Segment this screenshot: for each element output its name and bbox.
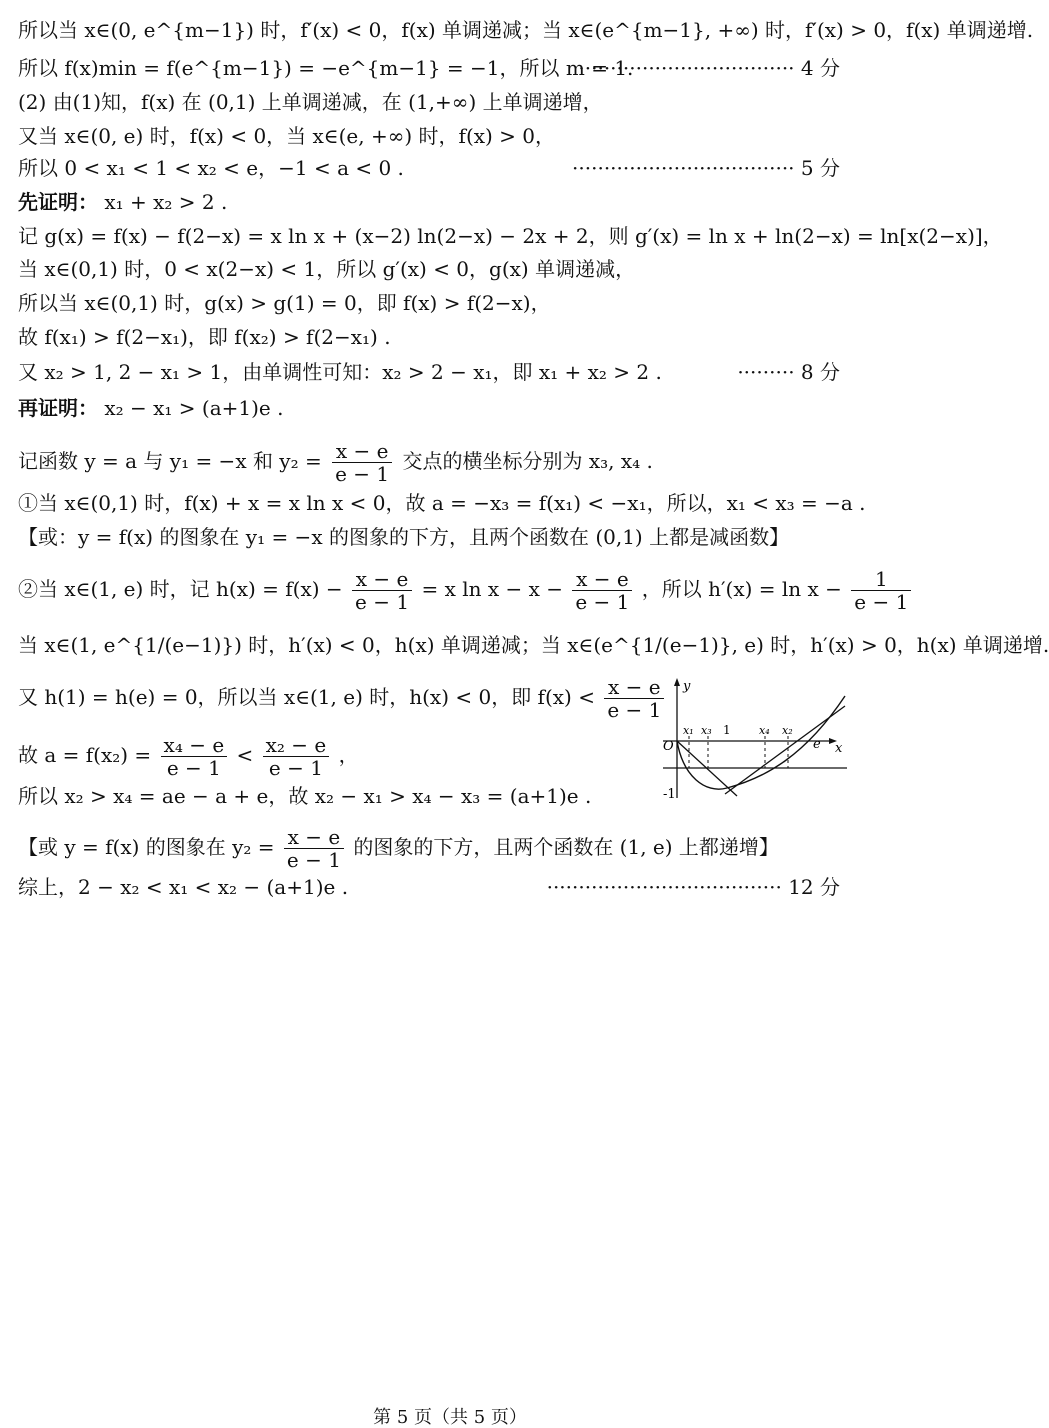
text-line-4: 又当 x∈(0, e) 时，f(x) < 0，当 x∈(e, +∞) 时，f(x) > 0， (18, 124, 556, 148)
text-line-17: 当 x∈(1, e^{1/(e−1)}) 时，h′(x) < 0，h(x) 单调递减；当 x∈(e^{1/(e−1)}, e) 时，h′(x) > 0，h(x) 单调递增. (18, 633, 1049, 657)
line-text: 综上，2 − x₂ < x₁ < x₂ − (a+1)e . (18, 875, 349, 899)
text-line-9: 所以当 x∈(0,1) 时，g(x) > g(1) = 0，即 f(x) > f(2−x)， (18, 291, 551, 315)
text-line-8: 当 x∈(0,1) 时，0 < x(2−x) < 1，所以 g′(x) < 0，g(x) 单调递减， (18, 257, 636, 281)
section-heading-second: 再证明： (18, 396, 98, 420)
line-text: 所以 f(x)min = f(e^{m−1}) = −e^{m−1} = −1，所以 m = 1. (18, 56, 634, 80)
label-one: 1 (723, 723, 731, 737)
line-text: 【或 y = f(x) 的图象在 y₂ = (18, 835, 275, 859)
text-line-6 (18, 188, 840, 216)
line-text: 又 x₂ > 1, 2 − x₁ > 1，由单调性可知：x₂ > 2 − x₁，即 x₁ + x₂ > 2 . (18, 360, 662, 384)
line-text: 所以 0 < x₁ < 1 < x₂ < e，−1 < a < 0 . (18, 156, 404, 180)
text-line-15: 【或：y = f(x) 的图象在 y₁ = −x 的图象的下方，且两个函数在 (0,1) 上都是减函数】 (18, 525, 790, 549)
text-line-19: 故 a = f(x₂) = $\frac{\text{x₄ − e}}{e - 1}$ < $\frac{\text{x₂ − e}}{e - 1}$ ， (18, 733, 359, 780)
fraction-x-minus-e-3: $\frac{x - e}{e - 1}$ (572, 568, 632, 613)
fraction-x-minus-e-4: $\frac{x - e}{e - 1}$ (604, 676, 664, 721)
fraction-x4: $\frac{\text{x₄ − e}}{e - 1}$ (161, 734, 228, 779)
fraction-x-minus-e-5: $\frac{x - e}{e - 1}$ (284, 826, 344, 871)
text-line-12 (18, 394, 840, 422)
text-line-5 (18, 154, 840, 182)
y-axis-arrow (674, 678, 680, 686)
label-y: y (683, 679, 691, 694)
section-claim-first: x₁ + x₂ > 2 . (104, 190, 228, 214)
score-12: ····································· 12 分 (546, 875, 840, 899)
line-text: 又 h(1) = h(e) = 0，所以当 x∈(1, e) 时，h(x) < 0，即 f(x) < (18, 685, 595, 709)
score-5: ··································· 5 分 (572, 156, 840, 180)
text-line-1: 所以当 x∈(0, e^{m−1}) 时，f′(x) < 0，f(x) 单调递减；当 x∈(e^{m−1}, +∞) 时，f′(x) > 0，f(x) 单调递增. (18, 18, 1034, 42)
line-text: 故 a = f(x₂) = (18, 743, 152, 767)
text-line-20: 所以 x₂ > x₄ = ae − a + e，故 x₂ − x₁ > x₄ − x₃ = (a+1)e . (18, 784, 592, 808)
section-heading-first: 先证明： (18, 190, 98, 214)
text-line-10: 故 f(x₁) > f(2−x₁)，即 f(x₂) > f(2−x₁) . (18, 325, 391, 349)
text-line-22 (18, 873, 840, 901)
fraction-x-minus-e: $\frac{x - e}{e - 1}$ (332, 440, 392, 485)
label-x2: x₂ (782, 724, 793, 737)
function-graph-figure (655, 676, 855, 804)
label-neg1: -1 (663, 787, 676, 802)
line-text: 记函数 y = a 与 y₁ = −x 和 y₂ = (18, 449, 322, 473)
line-text: ②当 x∈(1, e) 时，记 h(x) = f(x) − (18, 577, 343, 601)
label-e: e (813, 737, 821, 752)
section-claim-second: x₂ − x₁ > (a+1)e . (104, 396, 284, 420)
line-text-cont: 的图象的下方，且两个函数在 (1, e) 上都递增】 (353, 835, 779, 859)
page-footer: 第 5 页（共 5 页） (373, 1407, 527, 1428)
text-line-3: (2) 由(1)知，f(x) 在 (0,1) 上单调递减，在 (1,+∞) 上单调递增， (18, 90, 603, 114)
fraction-one-over-e-minus-1: $\frac{1}{e - 1}$ (851, 568, 911, 613)
text-line-16 (18, 567, 909, 614)
label-x: x (835, 741, 843, 756)
label-x1: x₁ (683, 724, 694, 737)
text-line-18 (18, 675, 662, 722)
label-x3: x₃ (701, 724, 712, 737)
line-text-cont: 交点的横坐标分别为 x₃, x₄ . (402, 449, 653, 473)
text-line-2 (18, 54, 840, 82)
line-y2 (725, 706, 845, 794)
label-x4: x₄ (759, 724, 770, 737)
text-line-13 (18, 439, 840, 486)
less-than: < (236, 743, 254, 767)
text-line-11 (18, 358, 840, 386)
line-text-cont: = x ln x − x − (421, 577, 563, 601)
text-line-14: ①当 x∈(0,1) 时，f(x) + x = x ln x < 0，故 a = −x₃ = f(x₁) < −x₁，所以，x₁ < x₃ = −a . (18, 491, 866, 515)
label-origin: O (663, 739, 674, 754)
score-8: ········· 8 分 (737, 360, 840, 384)
fraction-x-minus-e-2: $\frac{x - e}{e - 1}$ (352, 568, 412, 613)
fraction-x2: $\frac{\text{x₂ − e}}{e - 1}$ (263, 734, 330, 779)
score-4: ·································· 4 分 (578, 56, 840, 80)
text-line-7: 记 g(x) = f(x) − f(2−x) = x ln x + (x−2) ln(2−x) − 2x + 2，则 g′(x) = ln x + ln(2−x) = ln[x(2−x)]， (18, 224, 1003, 248)
text-line-21 (18, 825, 888, 872)
line-text-cont-2: ，所以 h′(x) = ln x − (641, 577, 842, 601)
